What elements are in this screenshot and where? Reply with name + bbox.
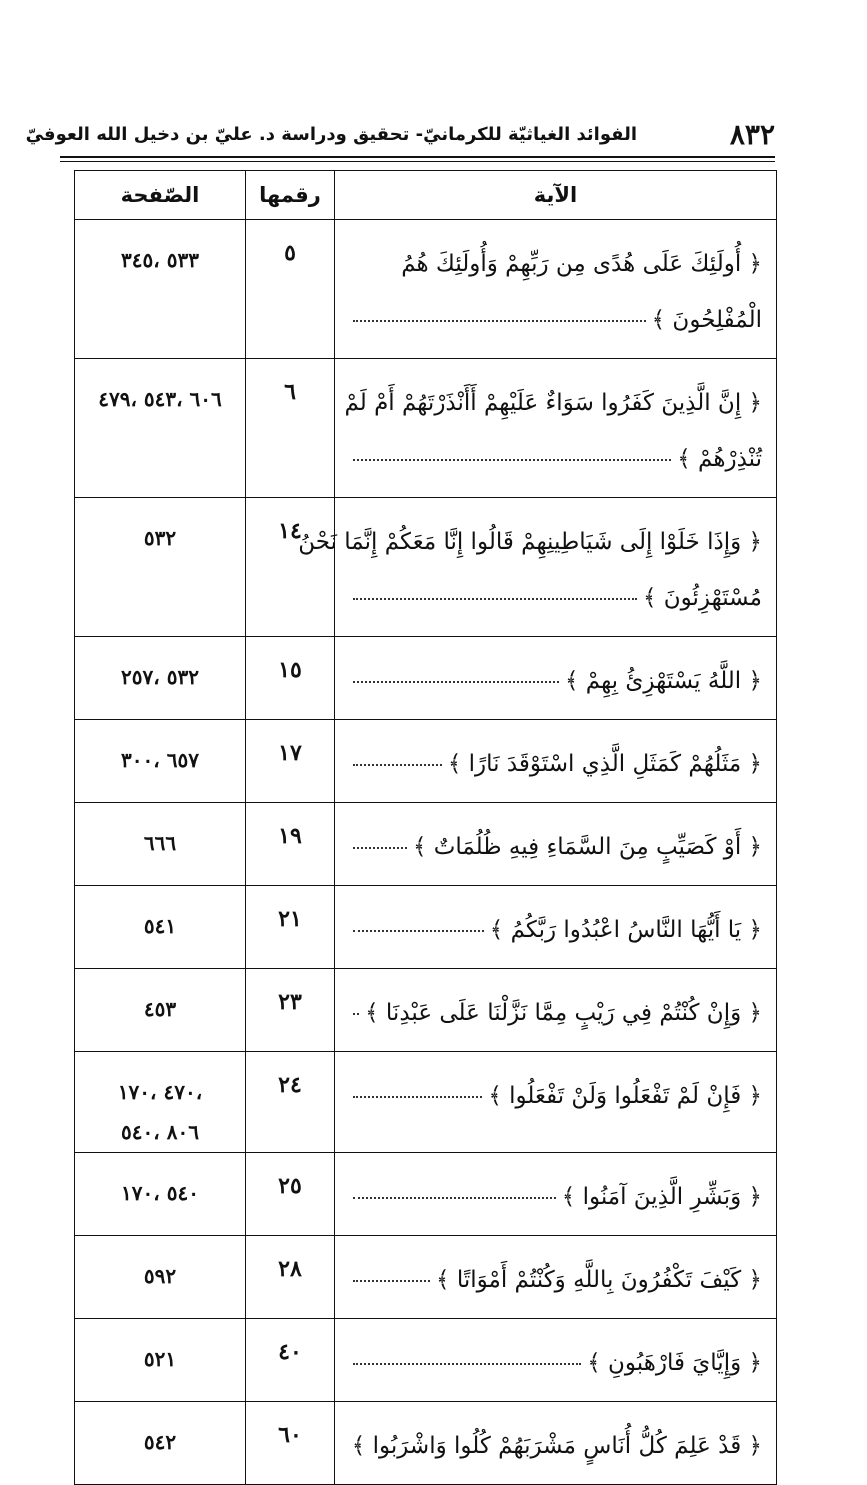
ayah-number-cell: ٢٣	[246, 969, 335, 1052]
header-rule	[60, 156, 775, 158]
ayah-text-line	[349, 1335, 762, 1391]
ayah-number-cell: ٥	[246, 220, 335, 359]
ayah-number-cell: ١٥	[246, 637, 335, 720]
ayah-text: ﴿ وَبَشِّرِ الَّذِينَ آمَنُوا ﴾	[561, 1184, 762, 1210]
dotted-leader	[353, 1013, 359, 1015]
ayah-text-line	[349, 819, 762, 875]
page-refs-cell	[75, 1153, 246, 1236]
ayah-text: ﴿ فَإِنْ لَمْ تَفْعَلُوا وَلَنْ تَفْعَلُوا ﴾	[488, 1083, 762, 1109]
ayah-text-line	[298, 514, 762, 570]
page-refs-line: ٥٣٢	[143, 526, 177, 550]
dotted-leader	[353, 681, 559, 683]
ayah-text-line	[349, 736, 762, 792]
dotted-leader	[353, 930, 484, 932]
ayah-text-line	[349, 570, 762, 626]
column-header-ayah: الآية	[335, 171, 777, 220]
column-header-page: الصّفحة	[75, 171, 246, 220]
book-title: الفوائد الغياثيّة للكرمانيّ- تحقيق ودراسة د. عليّ بن دخيل الله العوفيّ	[25, 124, 637, 145]
header-rule-thin	[60, 161, 775, 162]
ayah-cell	[335, 637, 777, 720]
ayah-text: ﴿ وَإِنْ كُنْتُمْ فِي رَيْبٍ مِمَّا نَزَّلْنَا عَلَى عَبْدِنَا ﴾	[365, 1000, 762, 1026]
dotted-leader	[353, 598, 637, 600]
dotted-leader	[353, 1197, 556, 1199]
dotted-leader	[353, 320, 646, 322]
table-row	[75, 1153, 777, 1236]
dotted-leader	[353, 1280, 430, 1282]
ayah-text-line	[349, 292, 762, 348]
page-refs-cell	[75, 1319, 246, 1402]
ayah-cell	[335, 1153, 777, 1236]
page-refs-cell	[75, 220, 246, 359]
ayah-cell	[335, 969, 777, 1052]
ayah-text: ﴿ قَدْ عَلِمَ كُلُّ أُنَاسٍ مَشْرَبَهُمْ كُلُوا وَاشْرَبُوا ﴾	[351, 1433, 762, 1459]
ayah-text-line	[349, 1418, 762, 1474]
ayah-cell	[335, 220, 777, 359]
ayah-number-cell: ٦	[246, 359, 335, 498]
ayah-text: ﴿ وَإِذَا خَلَوْا إِلَى شَيَاطِينِهِمْ قَالُوا إِنَّا مَعَكُمْ إِنَّمَا نَحْنُ	[298, 529, 762, 555]
ayah-number-cell: ٤٠	[246, 1319, 335, 1402]
table-row	[75, 498, 777, 637]
ayah-text-line	[349, 653, 762, 709]
ayah-text: الْمُفْلِحُونَ ﴾	[651, 307, 762, 333]
page-refs-line: ٥٤٢	[143, 1430, 177, 1454]
ayah-text-line	[349, 902, 762, 958]
table-row	[75, 1236, 777, 1319]
table-row	[75, 220, 777, 359]
ayah-text-line	[344, 375, 762, 431]
dotted-leader	[353, 847, 407, 849]
ayah-cell	[335, 1236, 777, 1319]
ayah-text-line	[349, 1169, 762, 1225]
ayah-text-line	[349, 236, 762, 292]
ayah-number-cell: ٢٨	[246, 1236, 335, 1319]
ayah-number-cell: ٢١	[246, 886, 335, 969]
ayah-text: ﴿ أَوْ كَصَيِّبٍ مِنَ السَّمَاءِ فِيهِ ظُلُمَاتٌ ﴾	[412, 834, 762, 860]
page-refs-line: ،٤٧٠ ،١٧٠	[117, 1080, 203, 1104]
ayah-cell	[335, 803, 777, 886]
table-header-row	[75, 171, 777, 220]
page-refs-line: ٥٢١	[143, 1347, 177, 1371]
ayah-number-cell: ١٩	[246, 803, 335, 886]
ayah-number-cell: ٢٤	[246, 1052, 335, 1153]
ayah-cell	[298, 498, 777, 637]
ayah-text: تُنْذِرْهُمْ ﴾	[677, 446, 762, 472]
page-refs-cell	[75, 803, 246, 886]
page-refs-cell	[75, 720, 246, 803]
ayah-number-cell: ٦٠	[246, 1402, 335, 1485]
page-refs-line: ٥٤١	[143, 914, 177, 938]
ayah-cell	[335, 359, 777, 498]
table-row	[75, 1402, 777, 1485]
ayah-text-line	[349, 1068, 762, 1124]
ayah-cell	[335, 720, 777, 803]
page-header	[25, 118, 775, 154]
page-refs-line: ٦٥٧ ،٣٠٠	[121, 748, 199, 772]
page-refs-cell	[75, 1236, 246, 1319]
table-row	[75, 637, 777, 720]
table-row	[75, 1319, 777, 1402]
ayah-text: ﴿ يَا أَيُّهَا النَّاسُ اعْبُدُوا رَبَّكُمُ ﴾	[489, 917, 762, 943]
table-row	[75, 1052, 777, 1153]
verse-index-table	[74, 170, 777, 1485]
table-row	[75, 803, 777, 886]
page-refs-line: ٥٩٢	[143, 1264, 177, 1288]
table-row	[75, 359, 777, 498]
ayah-text: ﴿ أُولَئِكَ عَلَى هُدًى مِن رَبِّهِمْ وَأُولَئِكَ هُمُ	[401, 251, 762, 277]
ayah-text: ﴿ وَإِيَّايَ فَارْهَبُونِ ﴾	[587, 1350, 762, 1376]
ayah-number-cell: ١٧	[246, 720, 335, 803]
page-refs-line: ٥٤٠ ،١٧٠	[121, 1181, 199, 1205]
ayah-cell	[335, 1402, 777, 1485]
ayah-cell	[335, 1052, 777, 1153]
ayah-text: مُسْتَهْزِئُونَ ﴾	[642, 585, 762, 611]
table-row	[75, 886, 777, 969]
ayah-text-line	[349, 431, 762, 487]
ayah-cell	[335, 1319, 777, 1402]
ayah-text-line	[349, 985, 762, 1041]
ayah-text: ﴿ إِنَّ الَّذِينَ كَفَرُوا سَوَاءٌ عَلَيْهِمْ أَأَنْذَرْتَهُمْ أَمْ لَمْ	[344, 390, 762, 416]
dotted-leader	[353, 764, 442, 766]
page-refs-cell	[75, 969, 246, 1052]
table-row	[75, 969, 777, 1052]
page-refs-cell	[75, 1052, 246, 1153]
page-refs-line: ٤٥٣	[143, 997, 177, 1021]
dotted-leader	[353, 1363, 581, 1365]
dotted-leader	[353, 1096, 482, 1098]
table-row	[75, 720, 777, 803]
page-refs-line: ٥٣٣ ،٣٤٥	[121, 248, 199, 272]
page-refs-cell	[75, 359, 246, 498]
page-refs-cell	[75, 886, 246, 969]
ayah-text: ﴿ اللَّهُ يَسْتَهْزِئُ بِهِمْ ﴾	[564, 668, 762, 694]
ayah-cell	[335, 886, 777, 969]
page-refs-line: ٥٣٢ ،٢٥٧	[121, 665, 199, 689]
page-refs-line: ٦٠٦ ،٥٤٣ ،٤٧٩	[98, 387, 222, 411]
page-refs-cell	[75, 637, 246, 720]
page-refs-line: ٨٠٦ ،٥٤٠	[121, 1120, 199, 1144]
page-number: ٨٣٢	[729, 118, 775, 151]
column-header-number: رقمها	[246, 171, 335, 220]
page-refs-cell	[75, 498, 246, 637]
page-refs-cell	[75, 1402, 246, 1485]
ayah-number-cell: ٢٥	[246, 1153, 335, 1236]
ayah-text: ﴿ كَيْفَ تَكْفُرُونَ بِاللَّهِ وَكُنْتُمْ أَمْوَاتًا ﴾	[436, 1267, 762, 1293]
ayah-text: ﴿ مَثَلُهُمْ كَمَثَلِ الَّذِي اسْتَوْقَدَ نَارًا ﴾	[447, 751, 762, 777]
ayah-number-cell: ١٤	[246, 498, 335, 637]
ayah-text-line	[349, 1252, 762, 1308]
dotted-leader	[353, 459, 671, 461]
page-refs-line: ٦٦٦	[143, 831, 177, 855]
